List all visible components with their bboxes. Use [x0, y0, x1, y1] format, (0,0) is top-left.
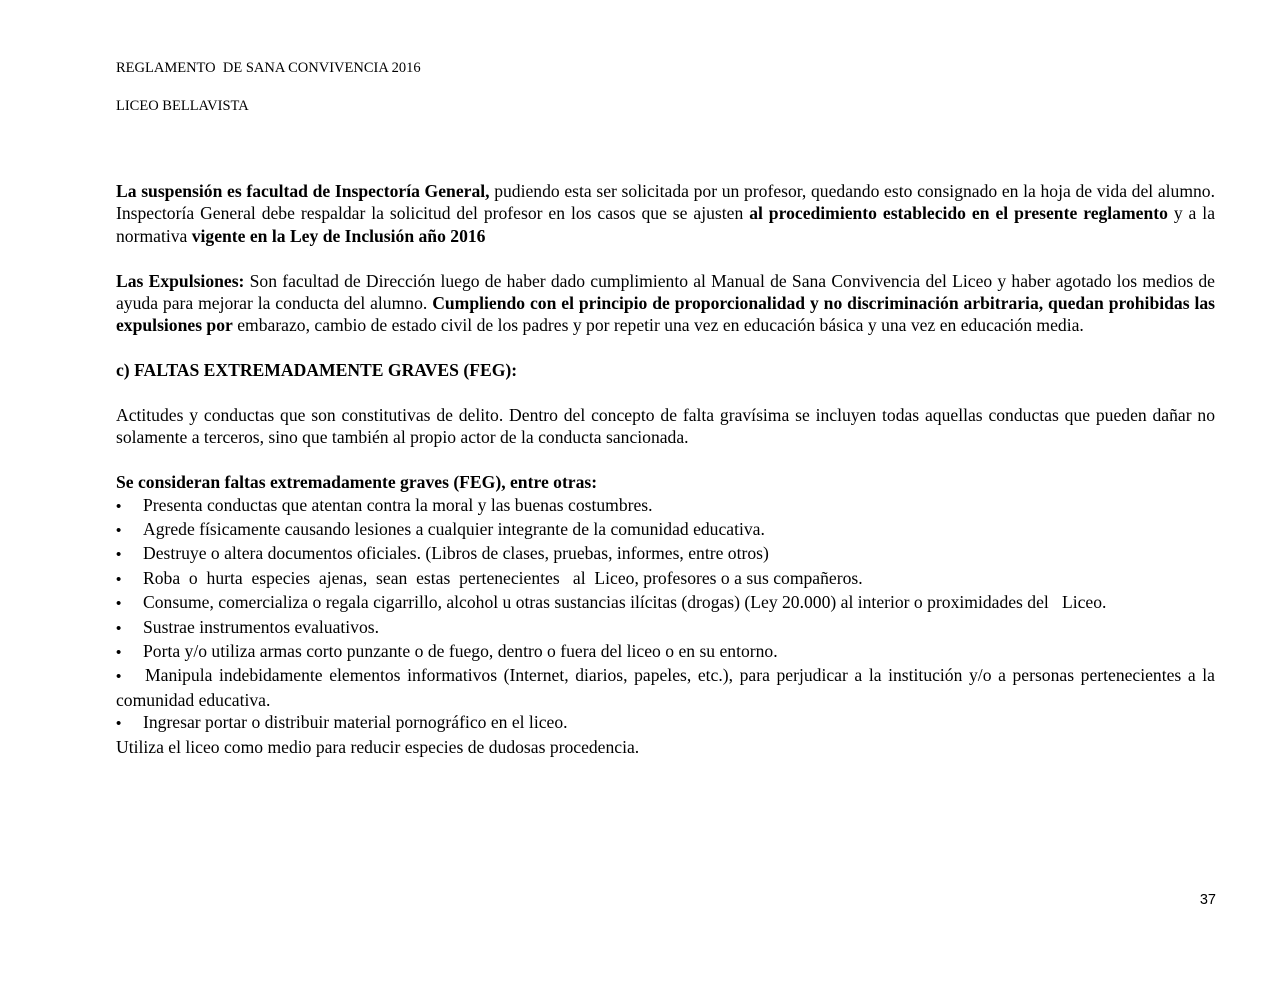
suspension-paragraph: [116, 180, 1215, 247]
bullet-icon: •: [116, 595, 122, 613]
page-number: 37: [1199, 892, 1216, 908]
list-item: • Manipula indebidamente elementos informativos (Internet, diarios, papeles, etc.), para perjudicar a la institución y/o a personas pertenecientes a la comunidad educativa.: [116, 665, 1215, 710]
bullet-icon: •: [116, 546, 122, 564]
list-item: • Roba o hurta especies ajenas, sean estas pertenecientes al Liceo, profesores o a sus compañeros.: [116, 567, 1215, 591]
expulsiones-text-2: embarazo, cambio de estado civil de los padres y por repetir una vez en educación básica y una vez en educación media.: [232, 315, 1084, 336]
expulsiones-text-1: Son facultad de Dirección luego de haber dado cumplimiento al Manual de Sana Convivencia del Liceo y haber agotado los medios de ayuda para mejorar la conducta del alumno.: [116, 270, 1215, 314]
suspension-bold-1: al procedimiento establecido en el presente reglamento: [749, 203, 1168, 224]
list-item: • Destruye o altera documentos oficiales. (Libros de clases, pruebas, informes, entre otros): [116, 542, 1215, 566]
list-item: • Sustrae instrumentos evaluativos.: [116, 616, 1215, 640]
trailing-text: Utiliza el liceo como medio para reducir especies de dudosas procedencia.: [116, 736, 640, 757]
section-heading: c) FALTAS EXTREMADAMENTE GRAVES (FEG):: [116, 360, 518, 381]
suspension-text-1: pudiendo esta ser solicitada por un profesor, quedando esto consignado en la hoja de vida del alumno. Inspectoría General debe respaldar la solicitud del profesor en los casos que se ajusten: [116, 181, 1216, 224]
list-item: • Consume, comercializa o regala cigarrillo, alcohol u otras sustancias ilícitas (drogas) (Ley 20.000) al interior o proximidades del Liceo.: [116, 591, 1215, 615]
document-body: [116, 180, 1215, 758]
bullet-icon: •: [116, 570, 122, 588]
bullet-icon: •: [116, 644, 122, 662]
list-heading: Se consideran faltas extremadamente graves (FEG), entre otras:: [116, 472, 598, 493]
list-item: • Ingresar portar o distribuir material pornográfico en el liceo.: [116, 711, 1215, 735]
document-header-school: LICEO BELLAVISTA: [116, 98, 249, 114]
list-item: • Porta y/o utiliza armas corto punzante o de fuego, dentro o fuera del liceo o en su entorno.: [116, 640, 1215, 664]
expulsiones-paragraph: [116, 270, 1215, 337]
expulsiones-bold-1: Cumpliendo con el principio de proporcionalidad y no discriminación arbitraria, quedan prohibidas las expulsiones por: [116, 293, 1215, 336]
suspension-text-2: y a la normativa: [116, 203, 1216, 246]
document-header-title: REGLAMENTO DE SANA CONVIVENCIA 2016: [116, 60, 421, 76]
bullet-icon: •: [116, 497, 122, 515]
bullet-icon: •: [116, 715, 122, 733]
bullet-icon: •: [116, 668, 122, 686]
suspension-lead: La suspensión es facultad de Inspectoría General,: [116, 181, 490, 201]
expulsiones-lead: Las Expulsiones:: [116, 270, 245, 291]
list-item: • Presenta conductas que atentan contra la moral y las buenas costumbres.: [116, 494, 1215, 518]
feg-list: [116, 494, 1215, 736]
bullet-icon: •: [116, 619, 122, 637]
suspension-bold-2: vigente en la Ley de Inclusión año 2016: [191, 225, 486, 246]
section-description: Actitudes y conductas que son constitutivas de delito. Dentro del concepto de falta gravísima se incluyen todas aquellas conductas que pueden dañar no solamente a terceros, sino que también al propio actor de la conducta sancionada.: [116, 405, 1215, 448]
list-item: • Agrede físicamente causando lesiones a cualquier integrante de la comunidad educativa.: [116, 518, 1215, 542]
bullet-icon: •: [116, 522, 122, 540]
